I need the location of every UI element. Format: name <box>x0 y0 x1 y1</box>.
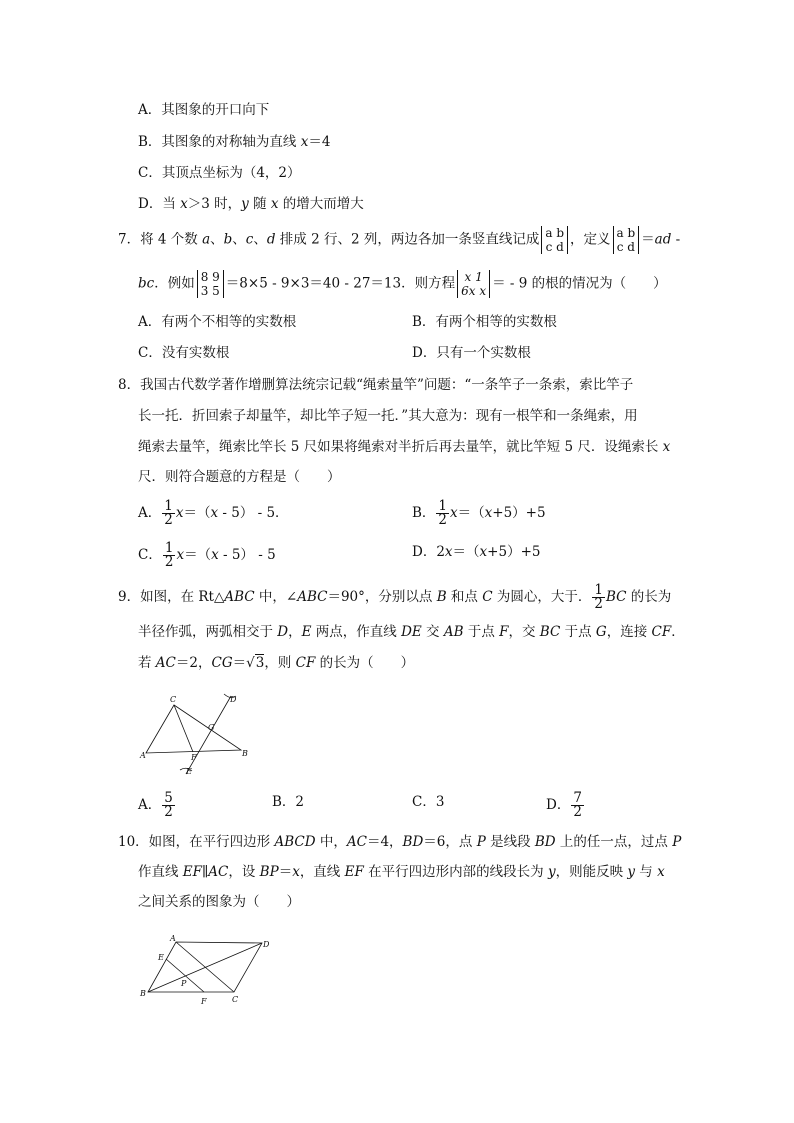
determinant-abcd-def: a b c d <box>613 226 640 254</box>
fraction-one-half: $\frac{1}{2}$ <box>164 498 173 528</box>
label-p: P <box>181 979 187 988</box>
q9-option-d: D． $\frac{7}{2}$ <box>546 790 582 820</box>
label-d: D <box>263 940 270 949</box>
q6-option-b: B．其图象的对称轴为直线 x＝4 <box>138 134 331 150</box>
segment-cf <box>174 705 193 752</box>
label-b: B <box>242 749 248 758</box>
q10-line-1: 10．如图，在平行四边形 ABCD 中，AC＝4，BD＝6，点 P 是线段 BD 上的任一点，过点 P <box>118 834 682 850</box>
fraction-one-half: $\frac{1}{2}$ <box>164 540 174 570</box>
q9-option-a: A． $\frac{5}{2}$ <box>138 790 173 820</box>
q8-option-d: D．2x＝（x+5）+5 <box>412 544 541 560</box>
q7-option-d: D．只有一个实数根 <box>412 345 531 361</box>
q8-line-1: 8．我国古代数学著作增删算法统宗记载“绳索量竿”问题：“一条竿子一条索，索比竿子 <box>118 377 634 393</box>
label-f: F <box>191 753 197 762</box>
determinant-equation: x 1 6x x <box>457 270 490 298</box>
q7-option-c: C．没有实数根 <box>138 345 230 361</box>
q8-option-a: A． $\frac{1}{2}$ x＝（x - 5） - 5． <box>138 498 289 528</box>
q9-line-3: 若 AC＝2，CG＝√3，则 CF 的长为（ ） <box>138 655 415 671</box>
q10-parallelogram-figure <box>138 934 272 1008</box>
q10-line-3: 之间关系的图象为（ ） <box>138 894 300 910</box>
line-de <box>186 696 231 774</box>
diagonal-bd <box>148 943 262 992</box>
q7-line-1: 7．将 4 个数 a、b、c、d 排成 2 行、2 列，两边各加一条竖直线记成 a b c d ，定义 a b c d ＝ad - <box>118 226 681 254</box>
label-c: C <box>232 995 239 1004</box>
q7-option-a: A．有两个不相等的实数根 <box>138 314 297 330</box>
label-a: A <box>170 934 176 943</box>
q9-line-1: 9．如图，在 Rt△ABC 中，∠ABC＝90°，分别以点 B 和点 C 为圆心，大于． $\frac{1}{2}$ BC 的长为 <box>118 582 672 612</box>
q9-option-b: B．2 <box>272 794 305 810</box>
label-d: D <box>230 695 237 704</box>
q7-line-2: bc．例如 8 9 3 5 ＝8×5 - 9×3＝40 - 27＝13．则方程 x 1 6x x ＝ - 9 的根的情况为（ ） <box>138 270 667 298</box>
label-e: E <box>186 767 192 776</box>
q7-option-b: B．有两个相等的实数根 <box>412 314 557 330</box>
q8-option-c: C． $\frac{1}{2}$ x＝（x - 5） - 5 <box>138 540 276 570</box>
q6-option-d: D．当 x＞3 时，y 随 x 的增大而增大 <box>138 196 364 212</box>
triangle-abc <box>146 705 241 753</box>
q9-triangle-figure <box>138 688 250 778</box>
q9-option-c: C．3 <box>412 794 445 810</box>
label-a: A <box>140 751 146 760</box>
determinant-example: 8 9 3 5 <box>197 270 224 298</box>
q9-line-2: 半径作弧，两弧相交于 D，E 两点，作直线 DE 交 AB 于点 F，交 BC 于点 G，连接 CF． <box>138 624 685 640</box>
label-b: B <box>140 989 146 998</box>
q6-option-c: C．其顶点坐标为（4，2） <box>138 165 301 181</box>
fraction-one-half: $\frac{1}{2}$ <box>594 582 603 612</box>
label-g: G <box>208 723 215 732</box>
q8-line-4: 尺．则符合题意的方程是（ ） <box>138 469 341 485</box>
q10-line-2: 作直线 EF∥AC，设 BP＝x，直线 EF 在平行四边形内部的线段长为 y，则能反映 y 与 x <box>138 864 665 880</box>
label-c: C <box>170 695 177 704</box>
label-f: F <box>201 997 207 1006</box>
fraction-one-half: $\frac{1}{2}$ <box>438 498 448 528</box>
label-e: E <box>158 953 164 962</box>
q8-line-3: 绳索去量竿，绳索比竿长 5 尺如果将绳索对半折后再去量竿，就比竿短 5 尺．设绳索长 x <box>138 439 671 455</box>
q8-option-b: B． $\frac{1}{2}$ x＝（x+5）+5 <box>412 498 546 528</box>
q6-option-a: A．其图象的开口向下 <box>138 102 270 118</box>
determinant-abcd: a b c d <box>541 226 568 254</box>
q8-line-2: 长一托．折回索子却量竿，却比竿子短一托．”其大意为：现有一根竿和一条绳索，用 <box>138 408 638 424</box>
